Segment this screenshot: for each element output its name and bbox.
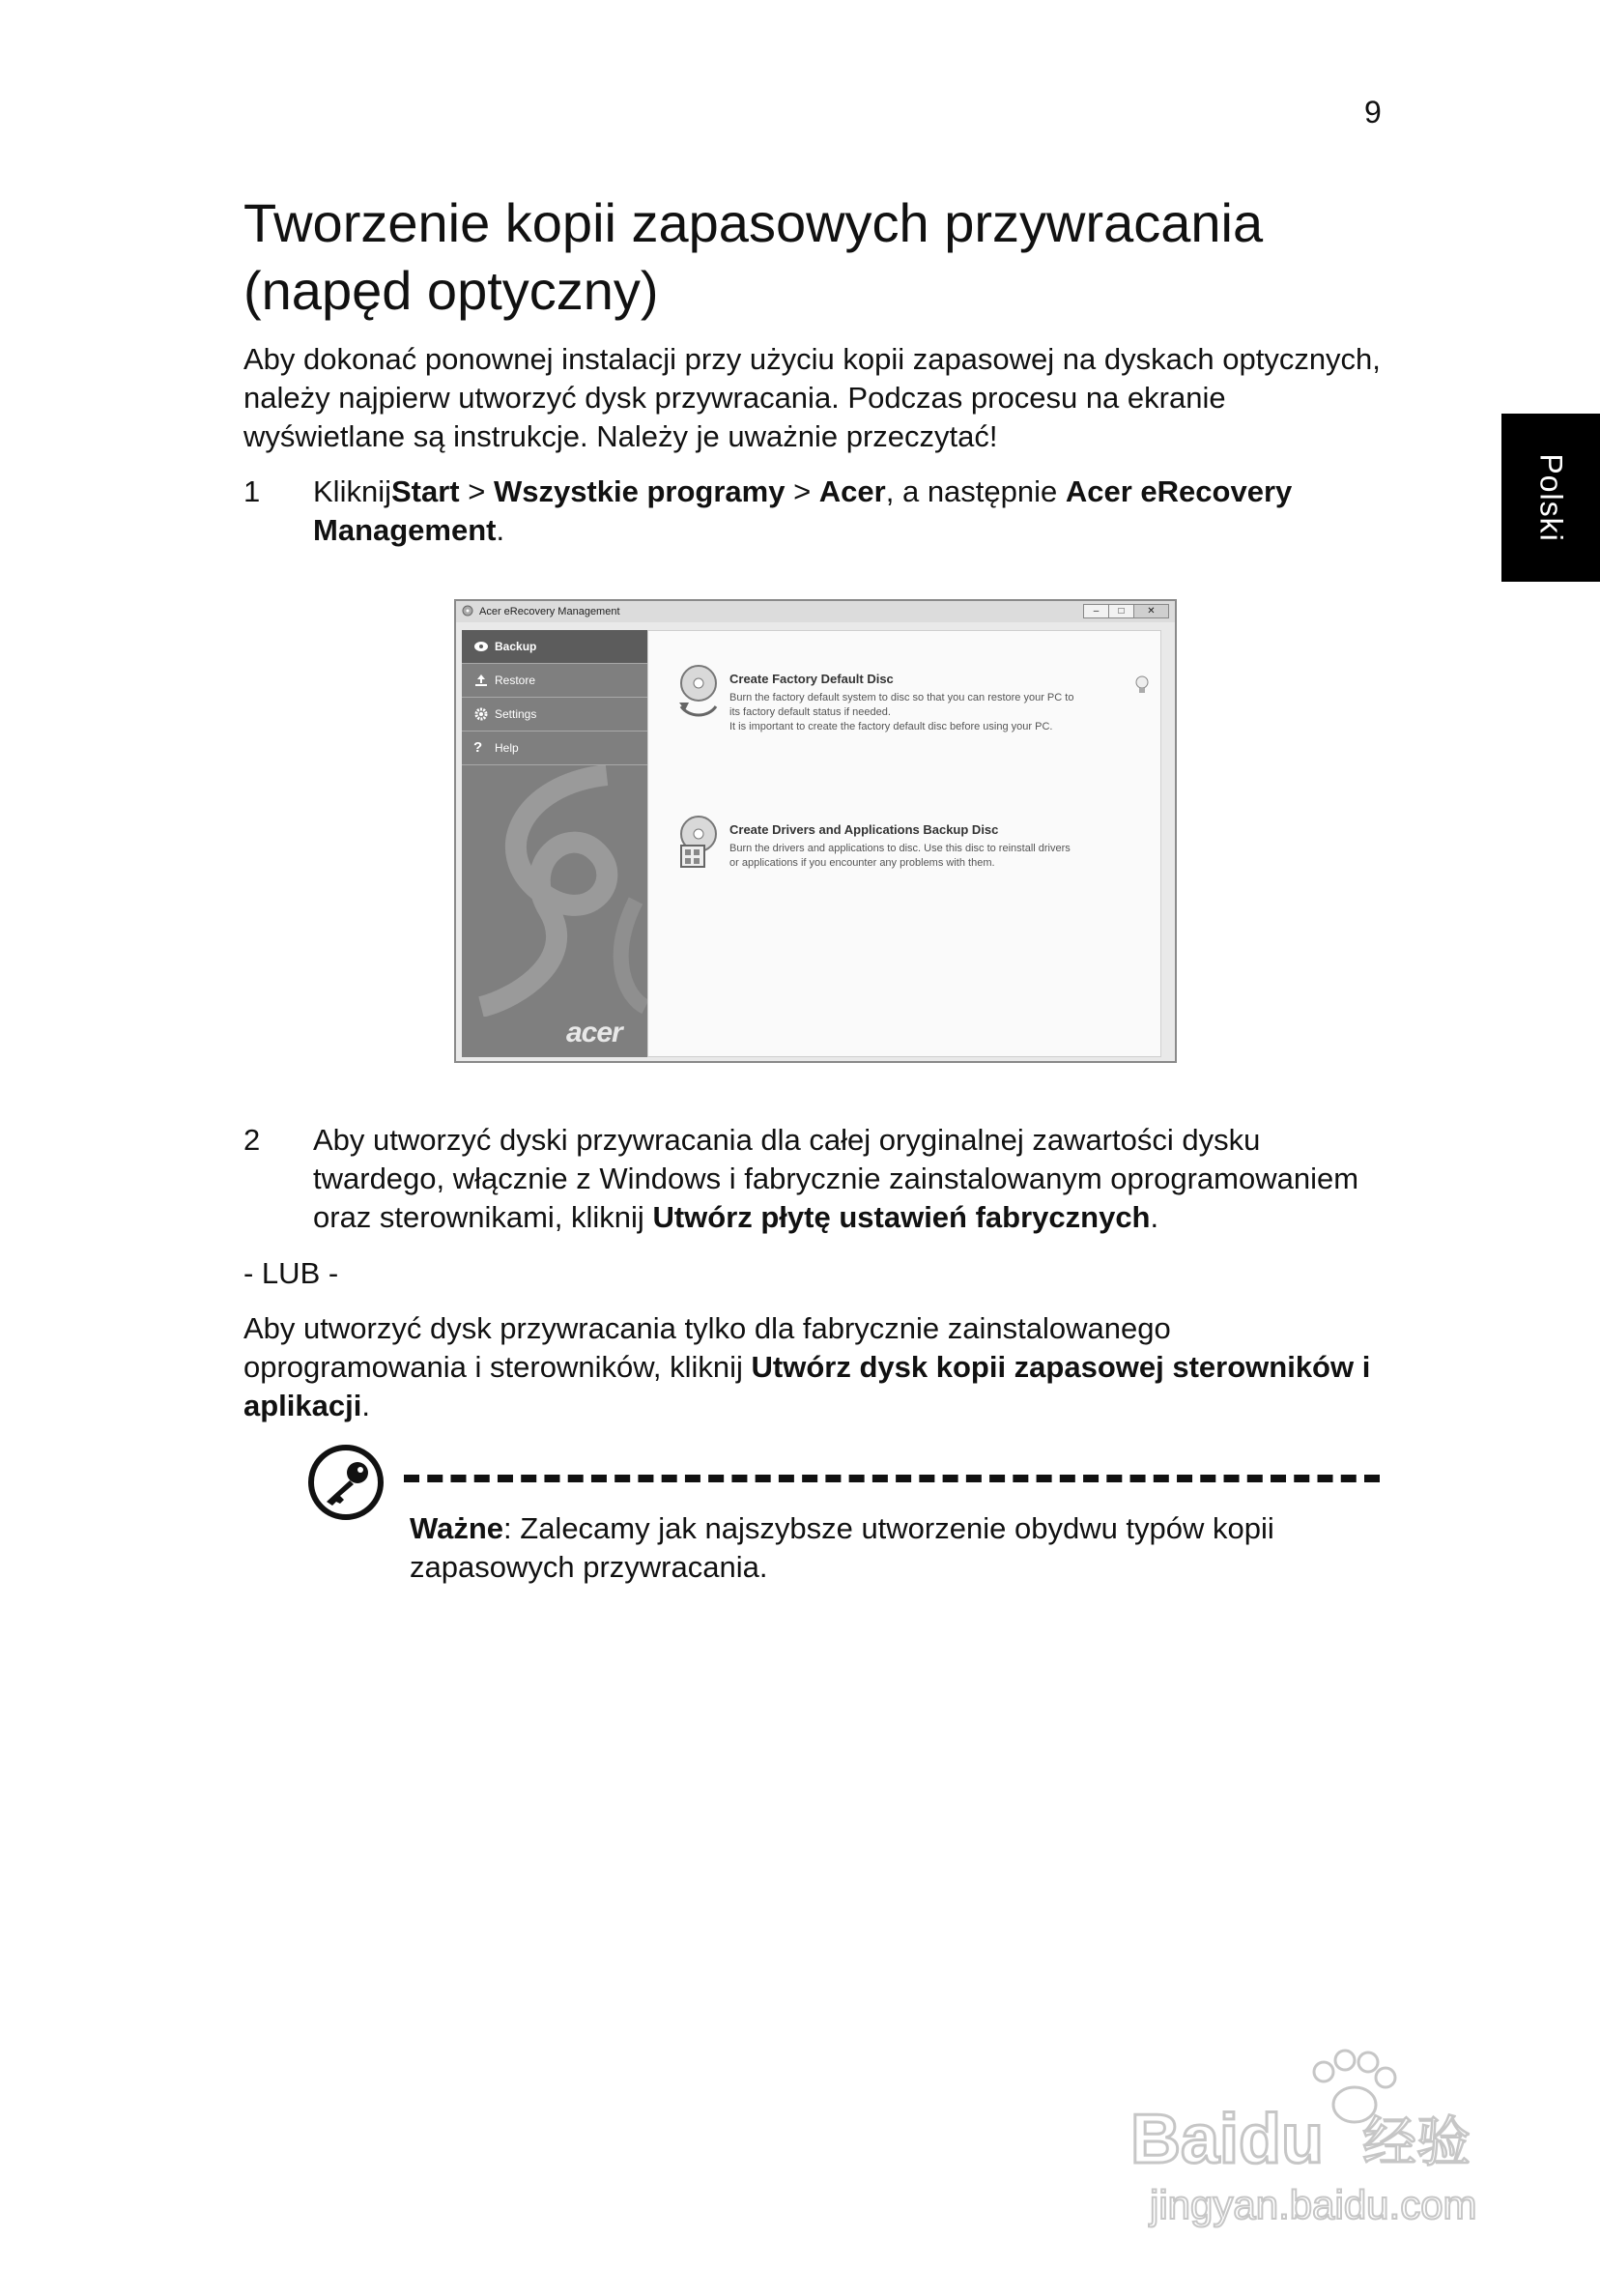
alternative-paragraph: Aby utworzyć dysk przywracania tylko dla fabrycznie zainstalowanego oprogramowania i sterowników, kliknij Utwórz dysk kopii zapasowej sterowników i aplikacji. (243, 1311, 1371, 1422)
gear-icon (473, 706, 489, 722)
important-key-icon (307, 1444, 385, 1521)
sidebar-item-help[interactable]: ? Help (462, 732, 647, 765)
note-label: Ważne (410, 1511, 504, 1545)
watermark-url: jingyan.baidu.com (1150, 2182, 1477, 2227)
disc-icon (473, 639, 489, 654)
restore-icon (473, 673, 489, 688)
step-2-text: Aby utworzyć dyski przywracania dla całej oryginalnej zawartości dysku twardego, włącznie z Windows i fabrycznie zainstalowanym oprogramowaniem oraz sterownikami, kliknij Utwórz płytę ustawień fabrycznych. (313, 1123, 1359, 1234)
important-note (410, 1509, 1376, 1587)
title-line-2: (napęd optyczny) (243, 260, 659, 321)
step-1-text: KliknijStart > Wszystkie programy > Acer, a następnie Acer eRecovery Management. (313, 474, 1293, 547)
lightbulb-icon[interactable] (1135, 675, 1149, 695)
note-divider (404, 1475, 1380, 1482)
app-icon (462, 605, 473, 617)
sidebar-item-backup[interactable]: Backup (462, 630, 647, 664)
sidebar-item-settings[interactable]: Settings (462, 698, 647, 732)
close-button[interactable]: ✕ (1133, 604, 1169, 618)
option-drivers-apps-desc: Burn the drivers and applications to disc. Use this disc to reinstall drivers or applications if you encounter any problems with them. (729, 843, 1071, 869)
page-title (243, 189, 1403, 325)
watermark-brand: Baidu (1130, 2101, 1325, 2178)
minimize-button[interactable]: – (1083, 604, 1109, 618)
language-tab-label: Polski (1533, 453, 1569, 542)
backup-options-panel (647, 630, 1161, 1057)
question-icon: ? (473, 739, 483, 756)
language-tab (1501, 414, 1600, 582)
acer-swirl-decoration (462, 765, 647, 1017)
disc-burn-icon[interactable] (675, 664, 720, 724)
baidu-watermark (1121, 2039, 1527, 2232)
step-2 (243, 1121, 1393, 1237)
page-number: 9 (1364, 95, 1382, 129)
title-line-1: Tworzenie kopii zapasowych przywracania (243, 192, 1264, 253)
window-controls (1084, 604, 1169, 618)
or-separator: - LUB - (243, 1256, 339, 1290)
erecovery-screenshot (454, 599, 1177, 1063)
sidebar-item-restore[interactable]: Restore (462, 664, 647, 698)
note-body: : Zalecamy jak najszybsze utworzenie obydwu typów kopii zapasowych przywracania. (410, 1511, 1274, 1584)
apps-disc-icon[interactable] (675, 815, 720, 875)
step-1-number: 1 (243, 474, 261, 508)
option-factory-default-desc: Burn the factory default system to disc so that you can restore your PC to its factory default status if needed. It is important to create the factory default disc before using your PC. (729, 692, 1074, 732)
intro-paragraph: Aby dokonać ponownej instalacji przy użyciu kopii zapasowej na dyskach optycznych, należy najpierw utworzyć dysk przywracania. Podczas procesu na ekranie wyświetlane są instrukcje. Należy je uważnie przeczytać! (243, 342, 1381, 453)
maximize-button[interactable]: □ (1108, 604, 1134, 618)
window-titlebar (456, 601, 1175, 622)
window-title: Acer eRecovery Management (479, 606, 620, 617)
watermark-brand-cn: 经验 (1362, 2111, 1471, 2174)
option-drivers-apps-title[interactable]: Create Drivers and Applications Backup Disc (729, 822, 999, 837)
option-factory-default-title[interactable]: Create Factory Default Disc (729, 672, 894, 686)
step-2-number: 2 (243, 1123, 261, 1157)
acer-logo: acer (566, 1017, 622, 1048)
sidebar (462, 630, 647, 1057)
step-1 (243, 473, 1393, 550)
